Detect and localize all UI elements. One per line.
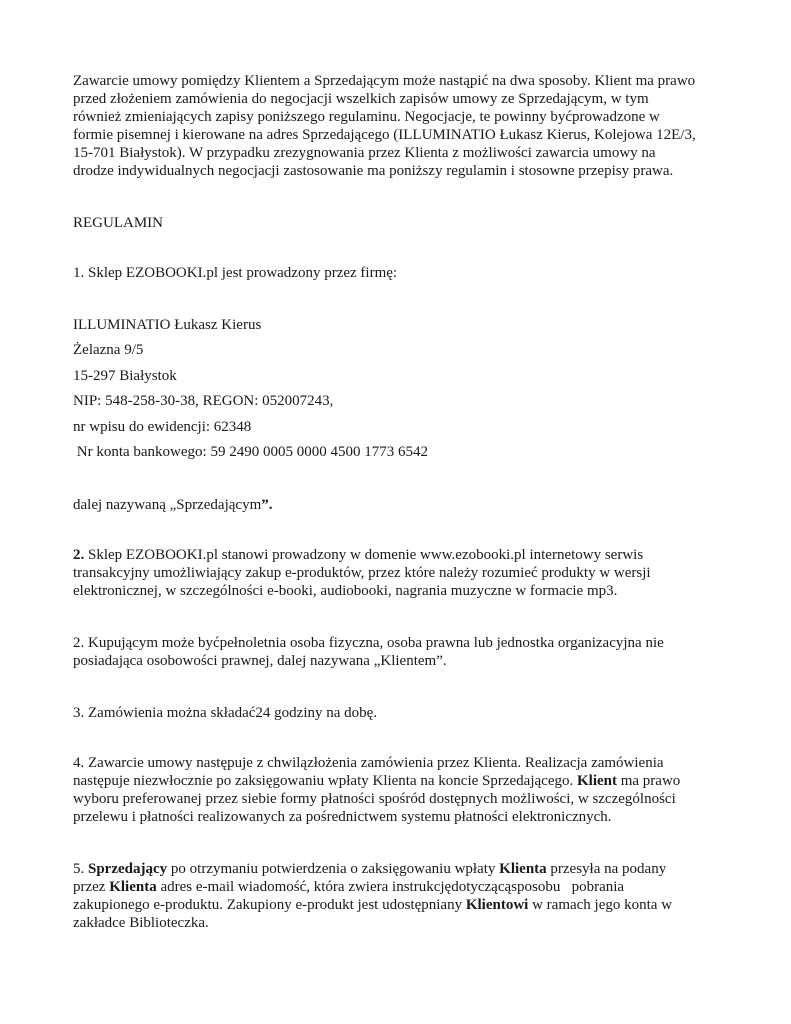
point-5-line: zakładce Biblioteczka. — [73, 915, 209, 931]
point-1: 1. Sklep EZOBOOKI.pl jest prowadzony przez firmę: — [73, 265, 398, 281]
point-2a-line: elektronicznej, w szczególności e-booki, audiobooki, nagrania muzyczne w formacie mp3. — [73, 583, 618, 599]
seller-definition-text: dalej nazywaną „Sprzedającym — [73, 497, 262, 513]
point-2a-number: 2. — [73, 547, 85, 563]
point-4 — [73, 754, 733, 826]
point-2b-line: posiadająca osobowości prawnej, dalej nazywana „Klientem”. — [73, 653, 447, 669]
point-2a — [73, 546, 733, 600]
intro-line: Zawarcie umowy pomiędzy Klientem a Sprzedającym może nastąpić na dwa sposoby. Klient ma prawo — [73, 73, 696, 89]
intro-line: drodze indywidualnych negocjacji zastosowanie ma poniższy regulamin i stosowne przepisy prawa. — [73, 163, 674, 179]
nip-regon: NIP: 548-258-30-38, REGON: 052007243, — [73, 393, 334, 409]
point-4-line: następuje niezwłocznie po zaksięgowaniu wpłaty Klienta na koncie Sprzedającego. Klient ma prawo — [73, 773, 681, 789]
company-name: ILLUMINATIO Łukasz Kierus — [73, 317, 262, 333]
street-address: Żelazna 9/5 — [73, 342, 144, 358]
intro-line: 15-701 Białystok). W przypadku zrezygnowania przez Klienta z możliwości zawarcia umowy na — [73, 145, 656, 161]
registry-number: nr wpisu do ewidencji: 62348 — [73, 419, 252, 435]
bank-account: Nr konta bankowego: 59 2490 0005 0000 4500 1773 6542 — [73, 444, 428, 460]
point-2a-line: transakcyjny umożliwiający zakup e-produktów, przez które należy rozumieć produkty w wersji — [73, 565, 651, 581]
point-3: 3. Zamówienia można składać24 godziny na dobę. — [73, 705, 378, 721]
klientowi-bold: Klientowi — [465, 897, 529, 913]
point-5-line: przez Klienta adres e-mail wiadomość, która zwiera instrukcjędotyczącąsposobu pobrania — [73, 879, 625, 895]
intro-line: również zmieniających zapisy poniższego regulaminu. Negocjacje, te powinny byćprowadzone w — [73, 109, 660, 125]
point-4-line: wyboru preferowanej przez siebie formy płatności spośród dostępnych możliwości, w szczególności — [73, 791, 676, 807]
klienta-bold: Klienta — [109, 879, 157, 895]
intro-paragraph — [73, 72, 733, 180]
klient-bold: Klient — [576, 773, 617, 789]
point-5-line: 5. Sprzedający po otrzymaniu potwierdzenia o zaksięgowaniu wpłaty Klienta przesyła na podany — [73, 861, 667, 877]
point-4-line: 4. Zawarcie umowy następuje z chwilązłożenia zamówienia przez Klienta. Realizacja zamówienia — [73, 755, 664, 771]
point-5-line: zakupionego e-produktu. Zakupiony e-produkt jest udostępniany Klientowi w ramach jego konta w — [73, 897, 673, 913]
point-2b — [73, 634, 733, 670]
point-5 — [73, 860, 733, 932]
seller-definition-quote: ”. — [261, 497, 273, 513]
seller-definition — [73, 496, 473, 514]
klienta-bold: Klienta — [499, 861, 547, 877]
point-4-line: przelewu i płatności realizowanych za pośrednictwem systemu płatności elektronicznych. — [73, 809, 612, 825]
intro-line: przed złożeniem zamówienia do negocjacji wszelkich zapisów umowy ze Sprzedającym, w tym — [73, 91, 649, 107]
regulamin-heading: REGULAMIN — [73, 215, 163, 231]
city-address: 15-297 Białystok — [73, 368, 177, 384]
point-2a-line: 2. Sklep EZOBOOKI.pl stanowi prowadzony w domenie www.ezobooki.pl internetowy serwis — [73, 547, 644, 563]
intro-line: formie pisemnej i kierowane na adres Sprzedającego (ILLUMINATIO Łukasz Kierus, Kolejowa 12E/3, — [73, 127, 696, 143]
sprzedajacy-bold: Sprzedający — [88, 861, 168, 877]
point-2b-line: 2. Kupującym może byćpełnoletnia osoba fizyczna, osoba prawna lub jednostka organizacyjna nie — [73, 635, 664, 651]
